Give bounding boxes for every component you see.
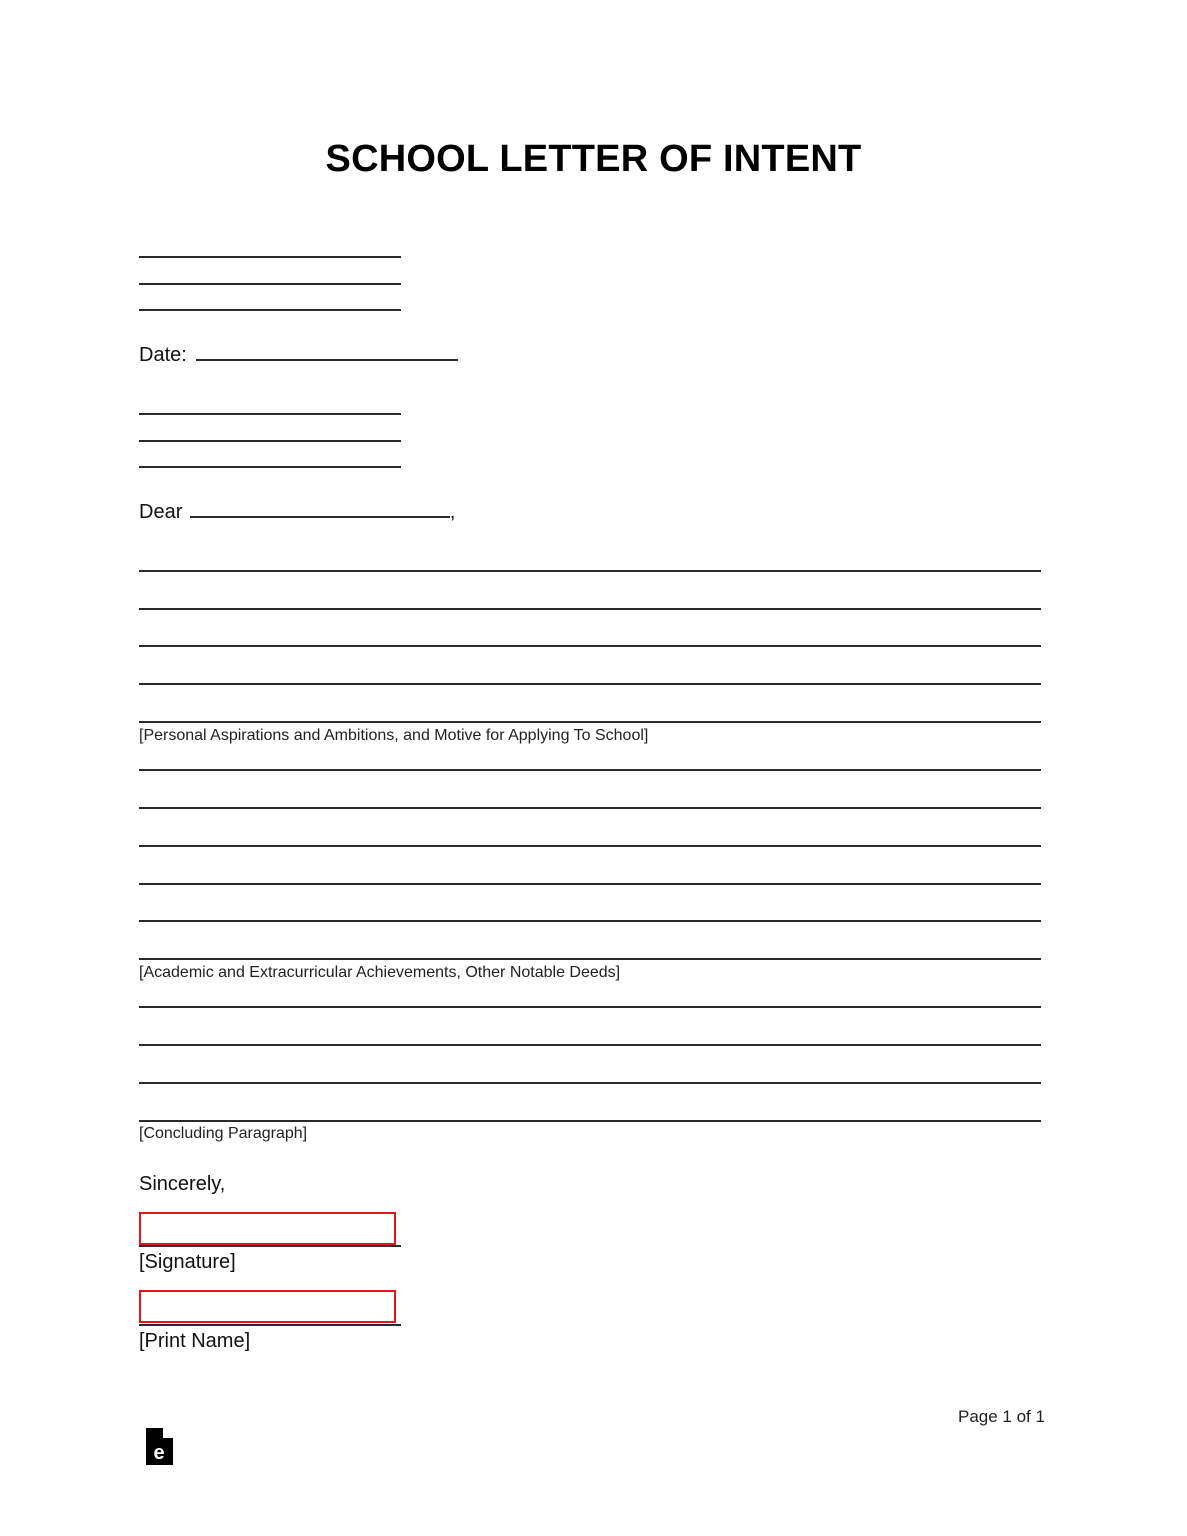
paragraph-3-line[interactable]: [139, 1082, 1041, 1084]
paragraph-1-line[interactable]: [139, 683, 1041, 685]
print-name-label: [Print Name]: [139, 1330, 251, 1352]
paragraph-1-caption: [Personal Aspirations and Ambitions, and Motive for Applying To School]: [139, 727, 649, 744]
paragraph-2-line[interactable]: [139, 845, 1041, 847]
paragraph-3-line[interactable]: [139, 1044, 1041, 1046]
paragraph-3-line[interactable]: [139, 1006, 1041, 1008]
date-row: [139, 341, 458, 367]
print-name-line: [139, 1324, 401, 1326]
eforms-document-icon: [146, 1428, 173, 1465]
paragraph-2-line[interactable]: [139, 807, 1041, 809]
signature-line: [139, 1245, 401, 1247]
paragraph-1-line[interactable]: [139, 721, 1041, 723]
recipient-address-line-2[interactable]: [139, 440, 401, 442]
paragraph-2-line[interactable]: [139, 769, 1041, 771]
svg-text:e: e: [153, 1442, 165, 1464]
recipient-address-line-1[interactable]: [139, 413, 401, 415]
page-indicator: Page 1 of 1: [958, 1407, 1045, 1426]
paragraph-1-line[interactable]: [139, 645, 1041, 647]
salutation-comma: ,: [449, 501, 456, 523]
paragraph-3-caption: [Concluding Paragraph]: [139, 1125, 308, 1142]
paragraph-2-line[interactable]: [139, 920, 1041, 922]
document-title: SCHOOL LETTER OF INTENT: [325, 138, 862, 180]
paragraph-2-caption: [Academic and Extracurricular Achievements, Other Notable Deeds]: [139, 964, 621, 981]
signature-label: [Signature]: [139, 1251, 236, 1273]
signature-field[interactable]: [139, 1212, 396, 1245]
closing-text: Sincerely,: [139, 1173, 226, 1195]
date-field[interactable]: [196, 341, 458, 361]
paragraph-1-line[interactable]: [139, 608, 1041, 610]
salutation-row: [139, 498, 455, 524]
paragraph-1-line[interactable]: [139, 570, 1041, 572]
paragraph-2-line[interactable]: [139, 958, 1041, 960]
salutation-label: Dear: [139, 501, 183, 523]
paragraph-2-line[interactable]: [139, 883, 1041, 885]
recipient-address-line-3[interactable]: [139, 466, 401, 468]
sender-address-line-3[interactable]: [139, 309, 401, 311]
recipient-name-field[interactable]: [190, 498, 450, 518]
sender-address-line-2[interactable]: [139, 283, 401, 285]
print-name-field[interactable]: [139, 1290, 396, 1323]
paragraph-3-line[interactable]: [139, 1120, 1041, 1122]
sender-address-line-1[interactable]: [139, 256, 401, 258]
date-label: Date:: [139, 344, 187, 366]
